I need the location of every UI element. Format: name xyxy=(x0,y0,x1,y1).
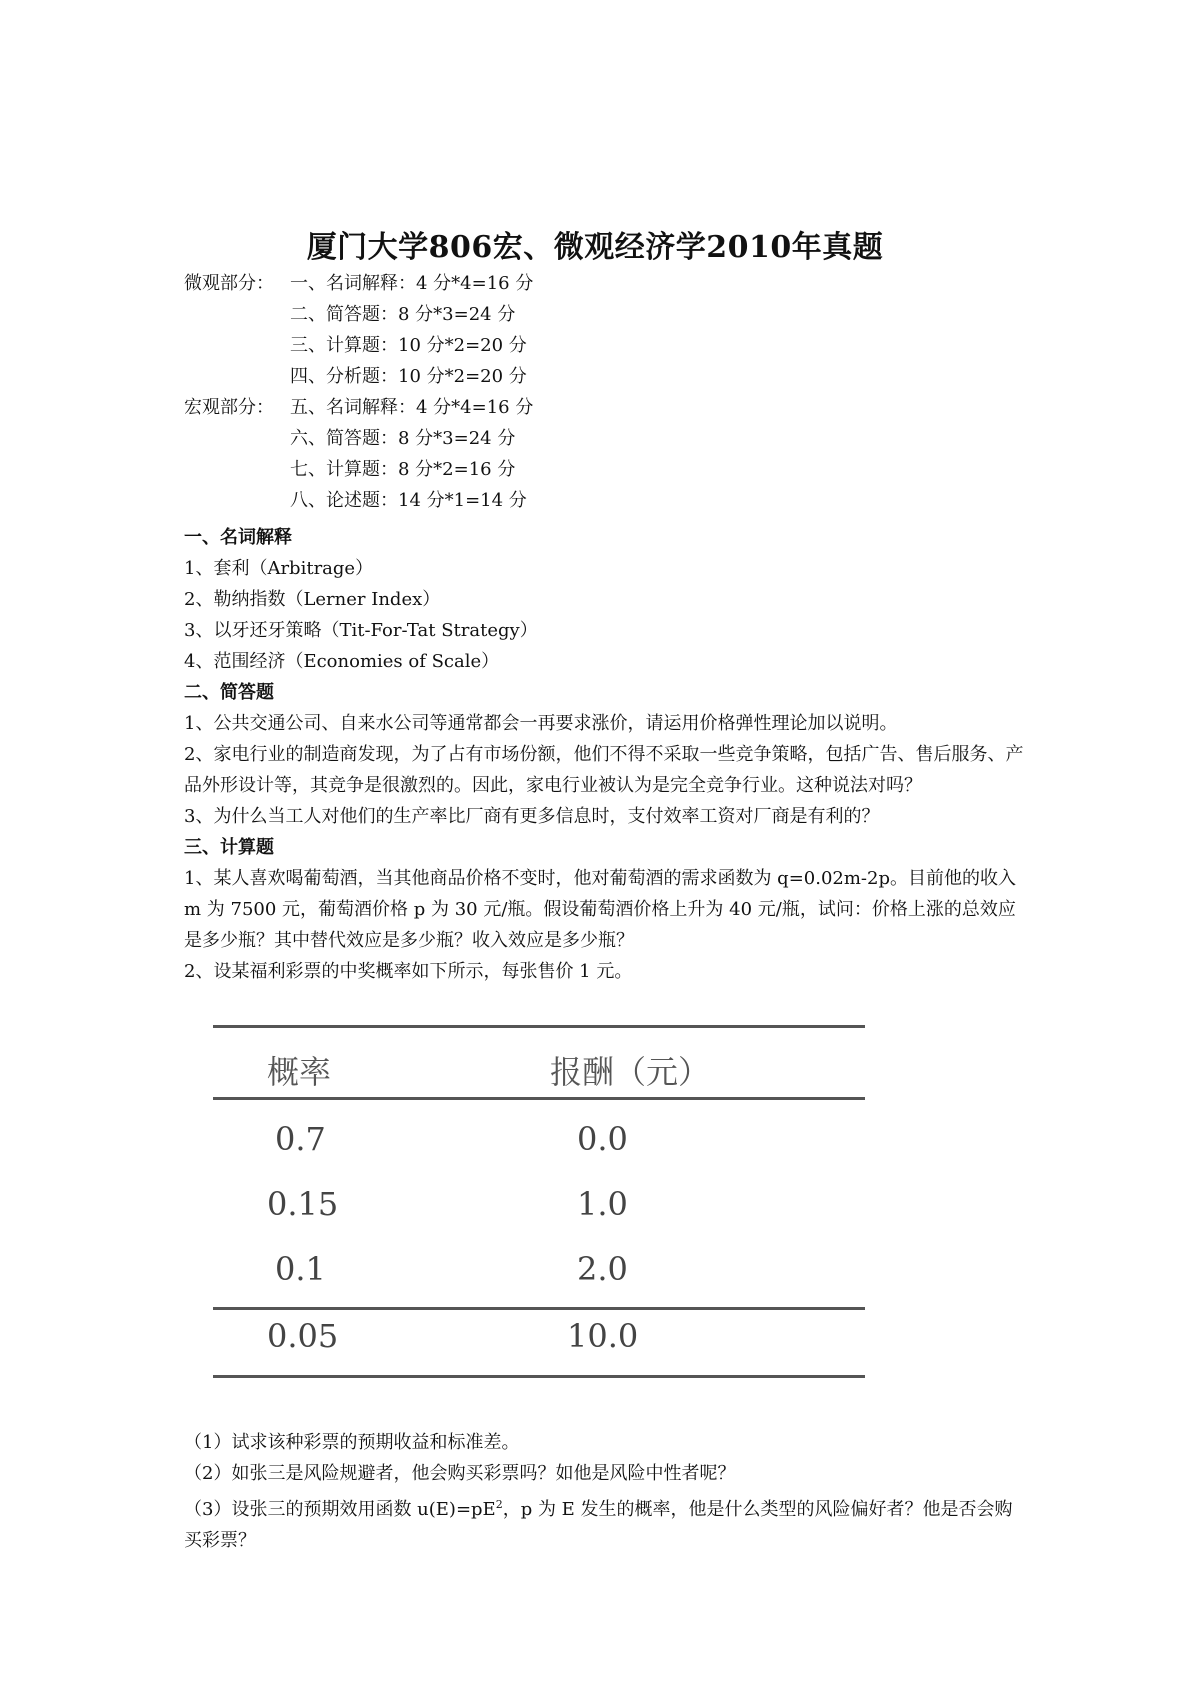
table-row-rule xyxy=(213,1307,865,1310)
score-row-text: 一、名词解释：4 分*4=16 分 xyxy=(290,273,534,294)
score-row-text: 四、分析题：10 分*2=20 分 xyxy=(290,366,527,387)
question-item: 3、以牙还牙策略（Tit-For-Tat Strategy） xyxy=(184,620,538,641)
table-cell-payoff: 0.0 xyxy=(577,1120,628,1158)
score-row xyxy=(184,268,533,299)
table-top-rule xyxy=(213,1025,865,1028)
table-cell-probability: 0.15 xyxy=(267,1185,339,1223)
sub-question-text: （3）设张三的预期效用函数 u(E)=pE xyxy=(184,1499,496,1520)
page-title: 厦门大学806宏、微观经济学2010年真题 xyxy=(306,230,884,265)
score-row-label: 微观部分： xyxy=(184,273,274,294)
score-row xyxy=(184,330,533,361)
section-heading: 三、计算题 xyxy=(184,837,274,858)
score-row-text: 五、名词解释：4 分*4=16 分 xyxy=(290,397,534,418)
question-item: 2、家电行业的制造商发现，为了占有市场份额，他们不得不采取一些竞争策略，包括广告、售后服务、产品外形设计等，其竞争是很激烈的。因此，家电行业被认为是完全竞争行业。这种说法对吗？ xyxy=(184,744,1024,796)
score-row-text: 七、计算题：8 分*2=16 分 xyxy=(290,459,516,480)
score-row xyxy=(184,485,533,516)
score-row-text: 六、简答题：8 分*3=24 分 xyxy=(290,428,516,449)
score-row-label: 宏观部分： xyxy=(184,397,274,418)
superscript: 2 xyxy=(495,1498,503,1511)
question-item: 1、套利（Arbitrage） xyxy=(184,558,374,579)
score-row-text: 二、简答题：8 分*3=24 分 xyxy=(290,304,516,325)
score-row-text: 八、论述题：14 分*1=14 分 xyxy=(290,490,527,511)
section-heading: 一、名词解释 xyxy=(184,527,292,548)
score-row xyxy=(184,392,533,423)
sub-questions xyxy=(184,1427,1024,1556)
score-row-text: 三、计算题：10 分*2=20 分 xyxy=(290,335,527,356)
question-item: 2、勒纳指数（Lerner Index） xyxy=(184,589,441,610)
sub-question: （2）如张三是风险规避者，他会购买彩票吗？如他是风险中性者呢？ xyxy=(184,1463,736,1484)
score-row xyxy=(184,361,533,392)
question-item: 1、某人喜欢喝葡萄酒，当其他商品价格不变时，他对葡萄酒的需求函数为 q=0.02m-2p。目前他的收入 m 为 7500 元，葡萄酒价格 p 为 30 元/瓶。假设葡萄酒价格上升为 40 元/瓶，试问：价格上涨的总效应是多少瓶？其中替代效应是多少瓶？收入效应是多少瓶？ xyxy=(184,868,1016,951)
table-cell-probability: 0.7 xyxy=(275,1120,326,1158)
score-distribution xyxy=(184,268,533,516)
table-header-payoff: 报酬（元） xyxy=(550,1053,711,1091)
table-header-rule xyxy=(213,1097,865,1100)
sub-question-text: ，p 为 E 发生的概率，他是什么类型的风险偏好者？他是否会购买彩票？ xyxy=(184,1499,1013,1551)
table-cell-probability: 0.1 xyxy=(275,1250,326,1288)
score-row xyxy=(184,299,533,330)
questions-body xyxy=(184,522,1024,987)
table-cell-payoff: 2.0 xyxy=(577,1250,628,1288)
section-heading: 二、简答题 xyxy=(184,682,274,703)
table-cell-payoff: 1.0 xyxy=(577,1185,628,1223)
table-bottom-rule xyxy=(213,1375,865,1378)
lottery-table xyxy=(205,1025,865,1405)
question-item: 4、范围经济（Economies of Scale） xyxy=(184,651,500,672)
sub-question: （1）试求该种彩票的预期收益和标准差。 xyxy=(184,1432,520,1453)
score-row xyxy=(184,423,533,454)
question-item: 3、为什么当工人对他们的生产率比厂商有更多信息时，支付效率工资对厂商是有利的？ xyxy=(184,806,880,827)
sub-question xyxy=(184,1489,1024,1556)
question-item: 1、公共交通公司、自来水公司等通常都会一再要求涨价，请运用价格弹性理论加以说明。 xyxy=(184,713,898,734)
table-cell-payoff: 10.0 xyxy=(567,1317,639,1355)
table-cell-probability: 0.05 xyxy=(267,1317,339,1355)
question-item: 2、设某福利彩票的中奖概率如下所示，每张售价 1 元。 xyxy=(184,961,633,982)
score-row xyxy=(184,454,533,485)
table-header-probability: 概率 xyxy=(267,1053,332,1091)
